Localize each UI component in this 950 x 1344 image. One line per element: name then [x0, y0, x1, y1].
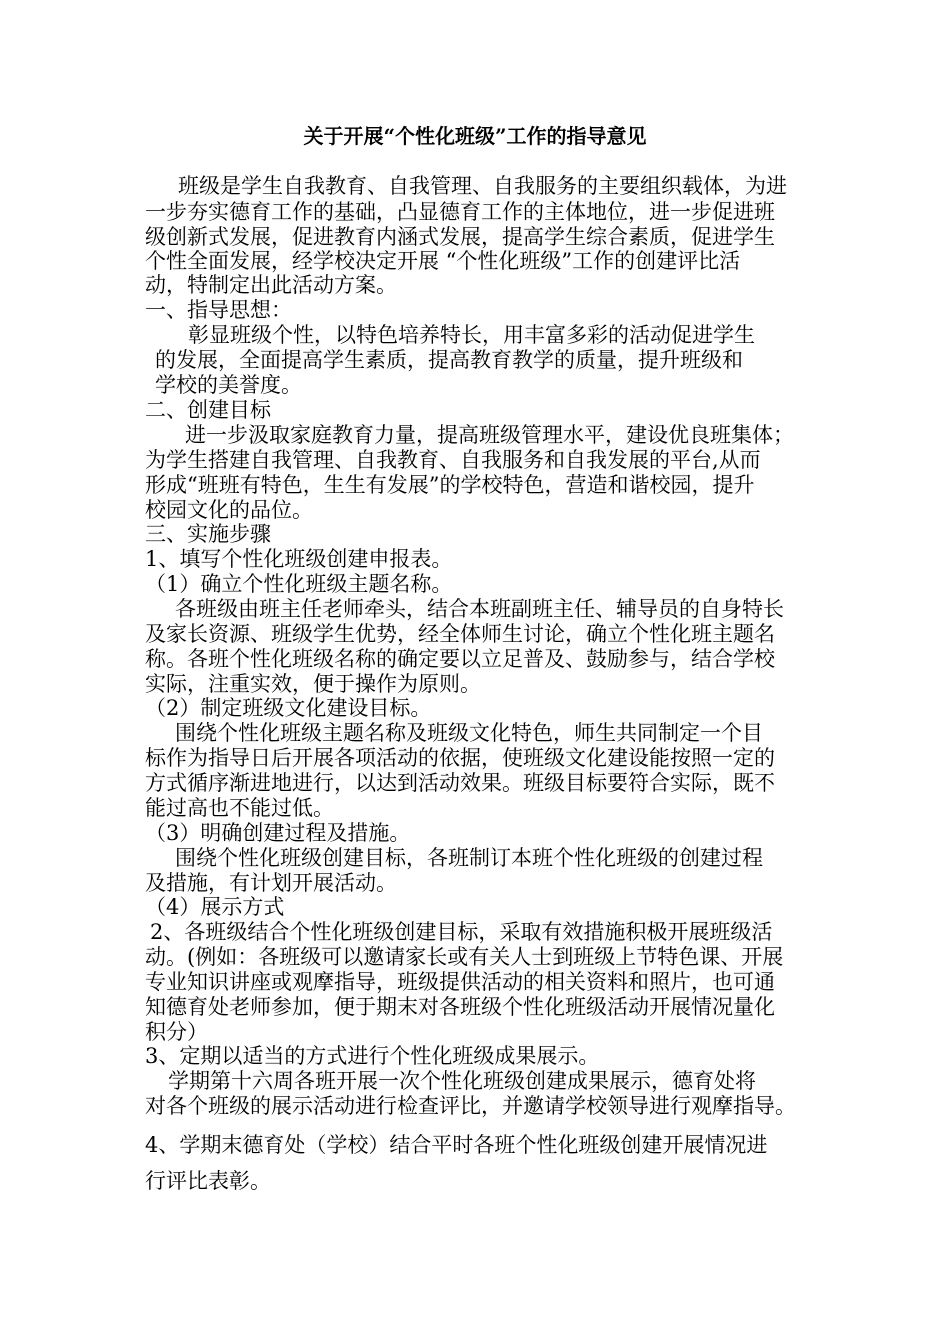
paragraph-line: 的发展，全面提高学生素质，提高教育教学的质量，提升班级和	[155, 348, 743, 372]
sub-step-heading: （1）确立个性化班级主题名称。	[145, 572, 453, 596]
paragraph-line: 行评比表彰。	[145, 1169, 271, 1193]
paragraph-line: 级创新式发展，促进教育内涵式发展，提高学生综合素质，促进学生	[145, 225, 775, 249]
paragraph-line: 进一步汲取家庭教育力量，提高班级管理水平，建设优良班集体；	[185, 423, 794, 447]
paragraph-line: 为学生搭建自我管理、自我教育、自我服务和自我发展的平台,从而	[145, 448, 761, 472]
paragraph-line: 对各个班级的展示活动进行检查评比，并邀请学校领导进行观摩指导。	[145, 1094, 796, 1118]
sub-step-heading: （2）制定班级文化建设目标。	[145, 696, 432, 720]
paragraph-line: 专业知识讲座或观摩指导，班级提供活动的相关资料和照片，也可通	[145, 970, 775, 994]
step-heading: 3、定期以适当的方式进行个性化班级成果展示。	[145, 1044, 600, 1068]
section-heading: 一、指导思想：	[145, 298, 292, 322]
step-heading: 1、填写个性化班级创建申报表。	[145, 547, 453, 571]
paragraph-line: 彰显班级个性，以特色培养特长，用丰富多彩的活动促进学生	[188, 323, 755, 347]
paragraph-line: 动，特制定出此活动方案。	[145, 273, 397, 297]
sub-step-heading: （3）明确创建过程及措施。	[145, 821, 411, 845]
paragraph-line: 校园文化的品位。	[145, 498, 313, 522]
section-heading: 三、实施步骤	[145, 522, 271, 546]
paragraph-line: 形成“班班有特色，生生有发展”的学校特色，营造和谐校园，提升	[145, 473, 755, 497]
paragraph-line: 一步夯实德育工作的基础，凸显德育工作的主体地位，进一步促进班	[145, 200, 775, 224]
paragraph-line: 围绕个性化班级主题名称及班级文化特色，师生共同制定一个目	[175, 721, 763, 745]
paragraph-line: 方式循序渐进地进行，以达到活动效果。班级目标要符合实际，既不	[145, 771, 775, 795]
paragraph-line: 围绕个性化班级创建目标，各班制订本班个性化班级的创建过程	[175, 846, 763, 870]
sub-step-heading: （4）展示方式	[145, 895, 285, 919]
paragraph-line: 能过高也不能过低。	[145, 796, 334, 820]
section-heading: 二、创建目标	[145, 398, 271, 422]
step-heading: 4、学期末德育处（学校）结合平时各班个性化班级创建开展情况进	[145, 1133, 768, 1157]
paragraph-line: 学期第十六周各班开展一次个性化班级创建成果展示，德育处将	[168, 1069, 756, 1093]
paragraph-line: 积分）	[145, 1020, 208, 1044]
paragraph-line: 学校的美誉度。	[155, 373, 302, 397]
paragraph-line: 各班级由班主任老师牵头，结合本班副班主任、辅导员的自身特长	[175, 597, 784, 621]
document-title: 关于开展“个性化班级”工作的指导意见	[303, 124, 647, 148]
paragraph-line: 实际，注重实效，便于操作为原则。	[145, 672, 481, 696]
paragraph-line: 个性全面发展，经学校决定开展 “个性化班级”工作的创建评比活	[145, 249, 741, 273]
paragraph-line: 班级是学生自我教育、自我管理、自我服务的主要组织载体，为进	[178, 174, 787, 198]
paragraph-line: 动。(例如：各班级可以邀请家长或有关人士到班级上节特色课、开展	[145, 945, 784, 969]
paragraph-line: 及措施，有计划开展活动。	[145, 871, 397, 895]
step-heading: 2、各班级结合个性化班级创建目标，采取有效措施积极开展班级活	[150, 920, 773, 944]
paragraph-line: 知德育处老师参加，便于期末对各班级个性化班级活动开展情况量化	[145, 995, 775, 1019]
paragraph-line: 标作为指导日后开展各项活动的依据，使班级文化建设能按照一定的	[145, 746, 775, 770]
paragraph-line: 称。各班个性化班级名称的确定要以立足普及、鼓励参与，结合学校	[145, 647, 775, 671]
paragraph-line: 及家长资源、班级学生优势，经全体师生讨论，确立个性化班主题名	[145, 622, 775, 646]
